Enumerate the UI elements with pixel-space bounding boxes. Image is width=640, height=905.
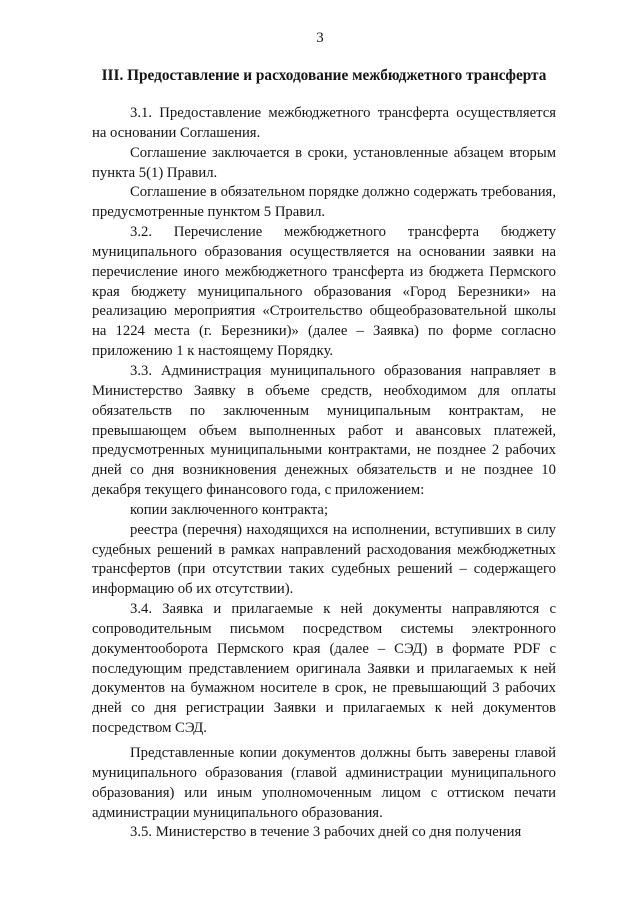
- paragraph-certified-copies: Представленные копии документов должны быть заверены главой муниципального образования (главой администрации муниципального образования) или иным уполномоченным лицом с оттиском печати администрации муниципального образования.: [92, 745, 556, 821]
- page-number: 3: [316, 30, 324, 46]
- paragraph-3-4: 3.4. Заявка и прилагаемые к ней документы направляются с сопроводительным письмом посредством системы электронного документооборота Пермского края (далее – СЭД) в формате PDF с последующим представлением оригинала Заявки и прилагаемых к ней документов на бумажном носителе в срок, не превышающий 3 рабочих дней со дня регистрации Заявки и прилагаемых к ней документов посредством СЭД.: [92, 601, 556, 737]
- paragraph-3-1: 3.1. Предоставление межбюджетного трансферта осуществляется на основании Соглашения.: [92, 105, 556, 141]
- paragraph-3-5: 3.5. Министерство в течение 3 рабочих дней со дня получения: [130, 824, 522, 841]
- paragraph-agreement-requirements: Соглашение в обязательном порядке должно содержать требования, предусмотренные пунктом 5 Правил.: [92, 184, 556, 221]
- paragraph-3-3: 3.3. Администрация муниципального образования направляет в Министерство Заявку в объеме средств, необходимом для оплаты обязательств по заключенным муниципальным контрактам, не превышающем объем выполненных работ и авансовых платежей, предусмотренных муниципальными контрактами, не позднее 2 рабочих дней со дня возникновения денежных обязательств и не позднее 10 декабря текущего финансового года, с приложением:: [92, 362, 556, 499]
- paragraph-3-2: 3.2. Перечисление межбюджетного трансферта бюджету муниципального образования осуществляется на основании заявки на перечисление иного межбюджетного трансферта из бюджета Пермского края бюджету муниципального образования «Город Березники» на реализацию мероприятия «Строительство общеобразовательной школы на 1224 места (г. Березники)» (далее – Заявка) по форме согласно приложению 1 к настоящему Порядку.: [92, 224, 556, 360]
- document-body: [92, 104, 556, 843]
- paragraph-agreement-terms: Соглашение заключается в сроки, установленные абзацем вторым пункта 5(1) Правил.: [92, 144, 556, 181]
- section-heading: III. Предоставление и расходование межбюджетного трансферта: [101, 67, 547, 84]
- list-item-contract-copy: копии заключенного контракта;: [130, 501, 329, 518]
- list-item-court-register: реестра (перечня) находящихся на исполнении, вступивших в силу судебных решений в рамках направлений расходования межбюджетных трансфертов (при отсутствии таких судебных решений – содержащего информацию об их отсутствии).: [92, 521, 556, 598]
